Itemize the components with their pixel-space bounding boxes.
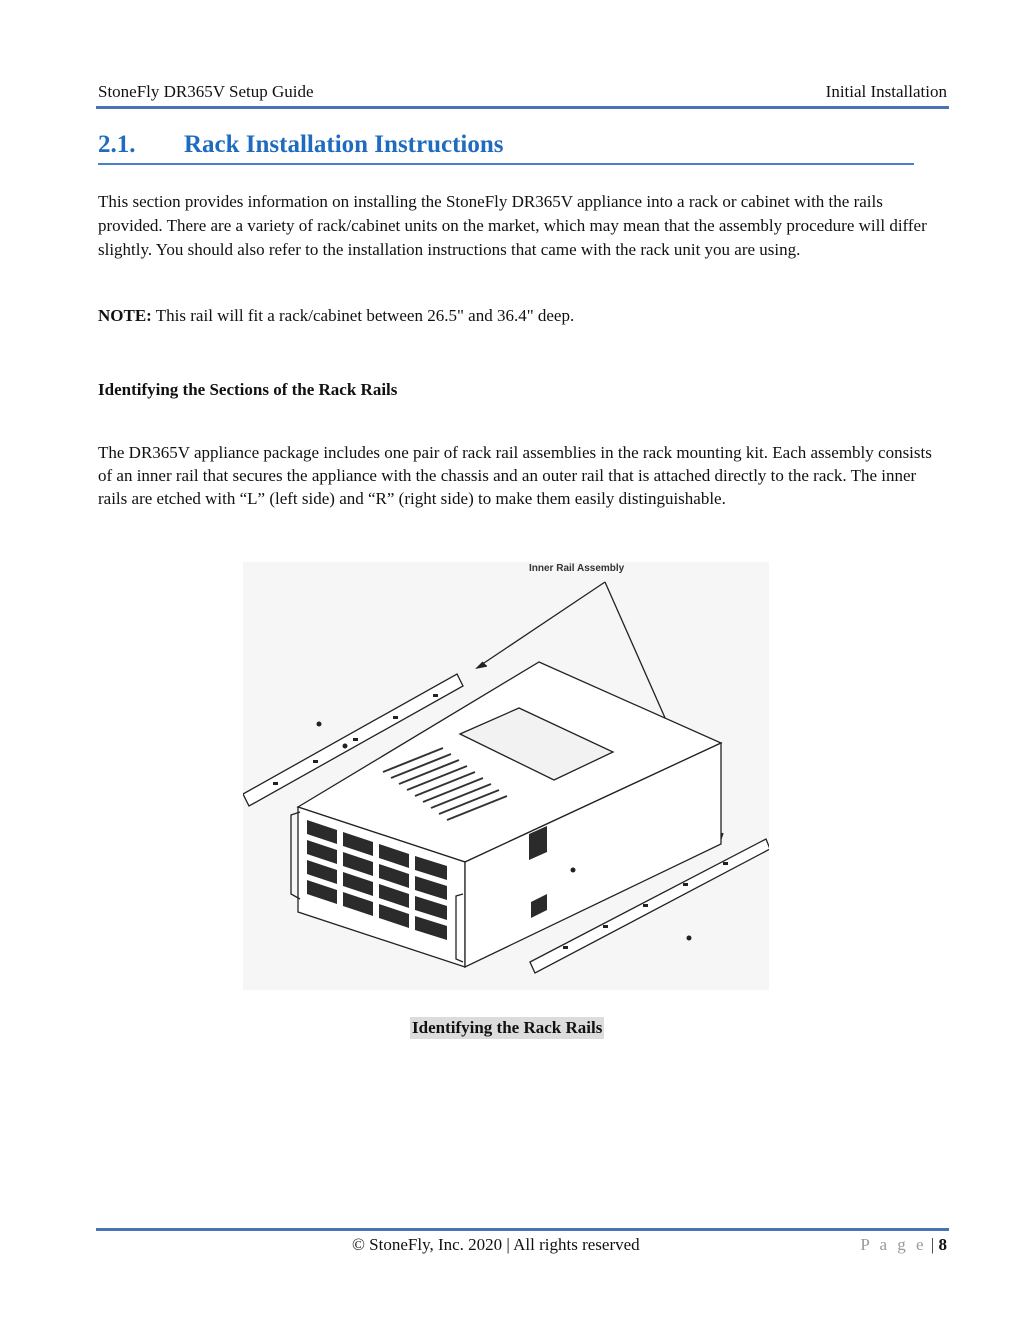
intro-paragraph: This section provides information on installing the StoneFly DR365V appliance into a rack or cabinet with the rails provided. There are a variety of rack/cabinet units on the market, which may mean that the assembly procedure will differ slightly. You should also refer to the installation instructions that came with the rack unit you are using. <box>98 192 927 259</box>
subheading: Identifying the Sections of the Rack Rails <box>98 380 398 399</box>
inner-rail-callout: Inner Rail Assembly <box>529 563 625 574</box>
page-number: 8 <box>938 1235 947 1254</box>
section-number: 2.1. <box>98 131 136 158</box>
footer-page-number <box>860 1235 947 1255</box>
figure-caption: Identifying the Rack Rails <box>412 1018 603 1037</box>
section-heading <box>98 131 914 165</box>
note-label: NOTE: <box>98 306 152 325</box>
footer-copyright: © StoneFly, Inc. 2020 | All rights reserved <box>352 1235 640 1254</box>
header-doc-title: StoneFly DR365V Setup Guide <box>98 82 314 101</box>
note-paragraph <box>98 304 948 328</box>
section-title: Rack Installation Instructions <box>184 131 504 158</box>
body-paragraph: The DR365V appliance package includes one pair of rack rail assemblies in the rack mounting kit. Each assembly consists of an inner rail that secures the appliance with the chassis and an outer rail that is attached directly to the rack. The inner rails are etched with “L” (left side) and “R” (right side) to make them easily distinguishable. <box>98 443 932 508</box>
rack-rails-figure <box>243 562 769 990</box>
note-text: This rail will fit a rack/cabinet between 26.5" and 36.4" deep. <box>151 306 575 325</box>
footer-divider <box>96 1228 949 1231</box>
header-divider <box>96 106 949 109</box>
header-chapter: Initial Installation <box>825 82 947 101</box>
page-separator: | <box>926 1235 939 1254</box>
page-word: P a g e <box>860 1235 927 1254</box>
